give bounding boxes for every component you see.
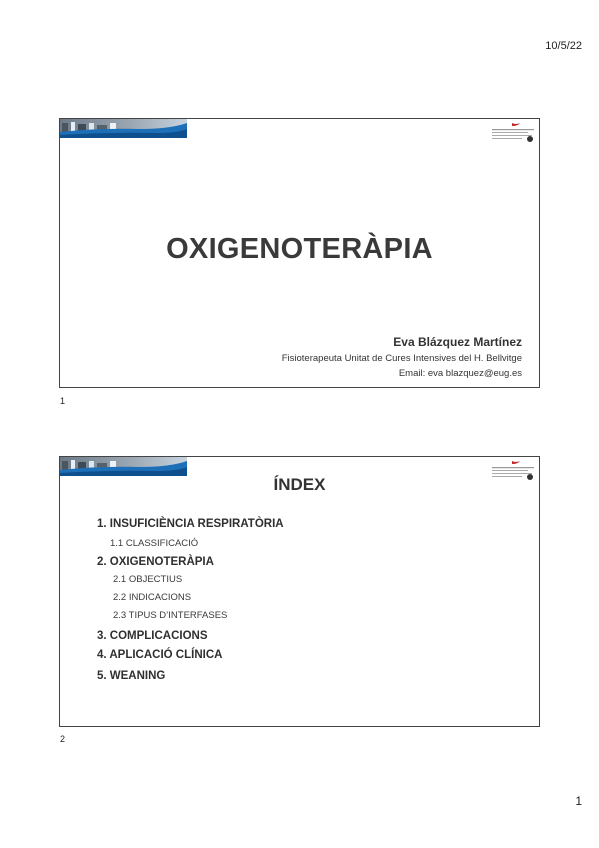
slide-2 <box>59 456 540 727</box>
toc-item: 2. OXIGENOTERÀPIA <box>97 556 214 568</box>
slide-number-2: 2 <box>60 734 66 744</box>
toc-subitem: 2.1 OBJECTIUS <box>113 574 183 585</box>
toc-item: 4. APLICACIÓ CLÍNICA <box>97 649 223 661</box>
institution-logo <box>490 122 536 144</box>
toc-item: 3. COMPLICACIONS <box>97 630 208 642</box>
toc-subitem: 2.3 TIPUS D’INTERFASES <box>113 610 228 621</box>
header-banner-image <box>60 457 187 476</box>
author-name: Eva Blázquez Martínez <box>393 335 522 349</box>
index-title: ÍNDEX <box>273 475 326 494</box>
page-date: 10/5/22 <box>545 40 582 52</box>
header-banner-image <box>60 119 187 138</box>
toc-subitem: 2.2 INDICACIONS <box>113 592 192 603</box>
slide-title: OXIGENOTERÀPIA <box>166 233 433 265</box>
page-number: 1 <box>575 794 582 808</box>
author-email: Email: eva blazquez@eug.es <box>398 368 522 379</box>
author-affiliation: Fisioterapeuta Unitat de Cures Intensives del H. Bellvitge <box>281 353 522 364</box>
slide-1 <box>59 118 540 388</box>
author-block <box>282 335 522 383</box>
toc-item: 1. INSUFICIÈNCIA RESPIRATÒRIA <box>97 518 284 530</box>
toc-item: 5. WEANING <box>97 670 166 682</box>
table-of-contents <box>97 518 284 690</box>
slide-number-1: 1 <box>60 396 66 406</box>
toc-subitem: 1.1 CLASSIFICACIÓ <box>110 538 199 549</box>
